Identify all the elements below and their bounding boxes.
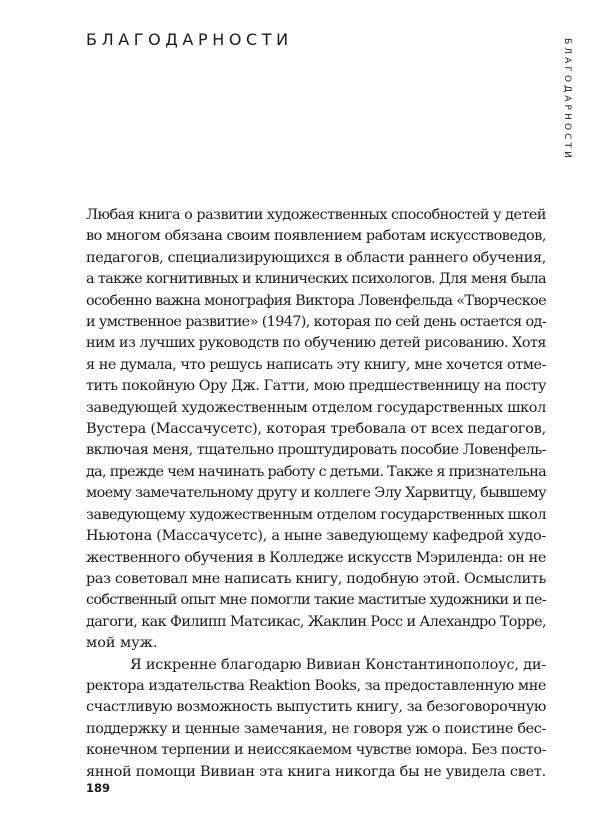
text-line: жественного обучения в Колледже искусств Мэриленда: он не xyxy=(86,549,546,566)
text-line: педагогов, специализирующихся в области раннего обучения, xyxy=(86,249,546,266)
text-line: особенно важна монография Виктора Ловенфельда «Творческое xyxy=(86,292,546,309)
text-line: включая меня, тщательно проштудировать пособие Ловенфель- xyxy=(86,442,546,459)
text-line: заведующему художественным отделом государственных школ xyxy=(86,506,546,523)
page-number: 189 xyxy=(86,781,111,795)
body-text xyxy=(86,205,546,783)
text-line: моему замечательному другу и коллеге Элу Харвитцу, бывшему xyxy=(86,485,546,502)
text-line: Ньютона (Массачусетс), а ныне заведующему кафедрой худо- xyxy=(86,528,546,545)
text-line: тить покойную Ору Дж. Гатти, мою предшественницу на посту xyxy=(86,378,546,395)
text-line: а также когнитивных и клинических психологов. Для меня была xyxy=(86,271,546,288)
text-line: Я искренне благодарю Вивиан Константинополоус, ди- xyxy=(130,656,546,673)
text-line: счастливую возможность выпустить книгу, за безоговорочную xyxy=(86,699,546,716)
text-line: Любая книга о развитии художественных способностей у детей xyxy=(86,207,546,223)
text-line: конечном терпении и неиссякаемом чувстве юмора. Без посто- xyxy=(86,742,546,759)
text-line: я не думала, что решусь написать эту книгу, мне хочется отме- xyxy=(86,356,546,373)
text-line: мой муж. xyxy=(86,635,158,652)
text-line: поддержку и ценные замечания, не говоря уж о поистине бес- xyxy=(86,720,546,737)
text-line: раз советовал мне написать книгу, подобную этой. Осмыслить xyxy=(86,570,546,587)
text-line: собственный опыт мне помогли такие маститые художники и пе- xyxy=(86,592,546,609)
text-line: дагоги, как Филипп Матсикас, Жаклин Росс и Алехандро Торре, xyxy=(86,613,546,630)
text-line: во многом обязана своим появлением работам искусствоведов, xyxy=(86,228,546,245)
text-line: ним из лучших руководств по обучению детей рисованию. Хотя xyxy=(86,335,546,352)
page-heading: БЛАГОДАРНОСТИ xyxy=(86,30,293,49)
text-line: да, прежде чем начинать работу с детьми. Также я признательна xyxy=(86,463,546,480)
text-line: Вустера (Массачусетс), которая требовала от всех педагогов, xyxy=(86,421,546,438)
text-line: и умственное развитие» (1947), которая по сей день остается од- xyxy=(86,314,546,331)
text-line: янной помощи Вивиан эта книга никогда бы не увидела свет. xyxy=(86,763,546,780)
text-line: ректора издательства Reaktion Books, за предоставленную мне xyxy=(86,677,546,694)
running-head: БЛАГОДАРНОСТИ xyxy=(562,38,572,161)
text-line: заведующей художественным отделом государственных школ xyxy=(86,399,546,416)
